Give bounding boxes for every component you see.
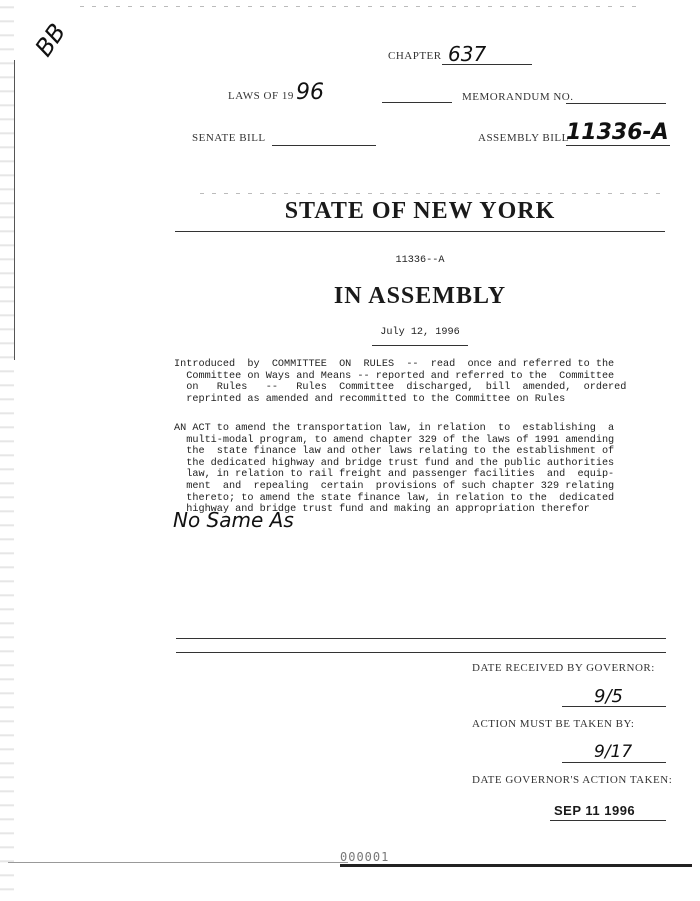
separator-rule-2	[176, 652, 666, 653]
laws-year: 96	[296, 80, 324, 105]
document-title: STATE OF NEW YORK	[284, 198, 556, 224]
action-taken-stamp: SEP 11 1996	[554, 803, 636, 818]
title-rule	[175, 231, 665, 232]
handwritten-note: No Same As	[173, 508, 294, 532]
chapter-label: CHAPTER	[388, 50, 442, 62]
action-by-label: ACTION MUST BE TAKEN BY:	[472, 718, 635, 730]
introduced-line: reprinted as amended and recommitted to the Committee on Rules	[174, 393, 566, 405]
action-taken-label: DATE GOVERNOR'S ACTION TAKEN:	[472, 774, 673, 786]
date-rule	[372, 345, 468, 346]
date-received-label: DATE RECEIVED BY GOVERNOR:	[472, 662, 655, 674]
memorandum-underline	[566, 103, 666, 104]
assembly-bill-number: 11336-A	[566, 120, 669, 145]
date: July 12, 1996	[380, 327, 460, 338]
act-line: the dedicated highway and bridge trust fund and the public authorities	[174, 457, 615, 469]
senate-bill-underline	[272, 145, 376, 146]
introduced-line: Committee on Ways and Means -- reported and referred to the Committee	[174, 370, 615, 382]
top-dotted-artifact	[80, 6, 640, 7]
act-line: thereto; to amend the state finance law, in relation to the dedicated	[174, 492, 615, 504]
laws-label: LAWS OF 19	[228, 90, 294, 102]
separator-rule-1	[176, 638, 666, 639]
left-margin-line	[14, 60, 15, 360]
act-line: highway and bridge trust fund and making an appropriation therefor	[174, 504, 590, 516]
act-line: law, in relation to rail freight and passenger facilities and equip-	[174, 469, 615, 481]
act-line: ment and repealing certain provisions of such chapter 329 relating	[174, 480, 615, 492]
date-received-underline	[562, 706, 666, 707]
action-by-underline	[562, 762, 666, 763]
assembly-bill-label: ASSEMBLY BILL	[478, 132, 569, 144]
corner-initials: BB	[29, 18, 72, 62]
chapter-underline	[442, 64, 532, 65]
date-received-value: 9/5	[594, 686, 623, 707]
senate-bill-label: SENATE BILL	[192, 132, 266, 144]
action-by-value: 9/17	[594, 742, 633, 762]
assembly-bill-underline	[566, 145, 670, 146]
page-number: 000001	[340, 850, 390, 864]
bottom-thin-rule	[8, 862, 348, 863]
memorandum-leader-line	[382, 102, 452, 103]
action-taken-underline	[550, 820, 666, 821]
title-top-artifact	[200, 193, 660, 194]
act-line: the state finance law and other laws relating to the establishment of	[174, 446, 615, 458]
memorandum-label: MEMORANDUM NO.	[462, 91, 574, 103]
act-line: multi-modal program, to amend chapter 329 of the laws of 1991 amending	[174, 434, 615, 446]
bill-number: 11336--A	[395, 255, 445, 266]
bottom-thick-rule	[340, 864, 692, 867]
subtitle: IN ASSEMBLY	[333, 283, 507, 309]
scan-edge-artifact	[0, 0, 14, 901]
introduced-line: Introduced by COMMITTEE ON RULES -- read once and referred to the	[174, 359, 615, 370]
introduced-paragraph	[174, 359, 626, 405]
introduced-line: on Rules -- Rules Committee discharged, bill amended, ordered	[174, 382, 627, 394]
act-line: AN ACT to amend the transportation law, in relation to establishing a	[174, 423, 615, 434]
chapter-number: 637	[448, 42, 487, 66]
act-paragraph	[174, 423, 614, 516]
